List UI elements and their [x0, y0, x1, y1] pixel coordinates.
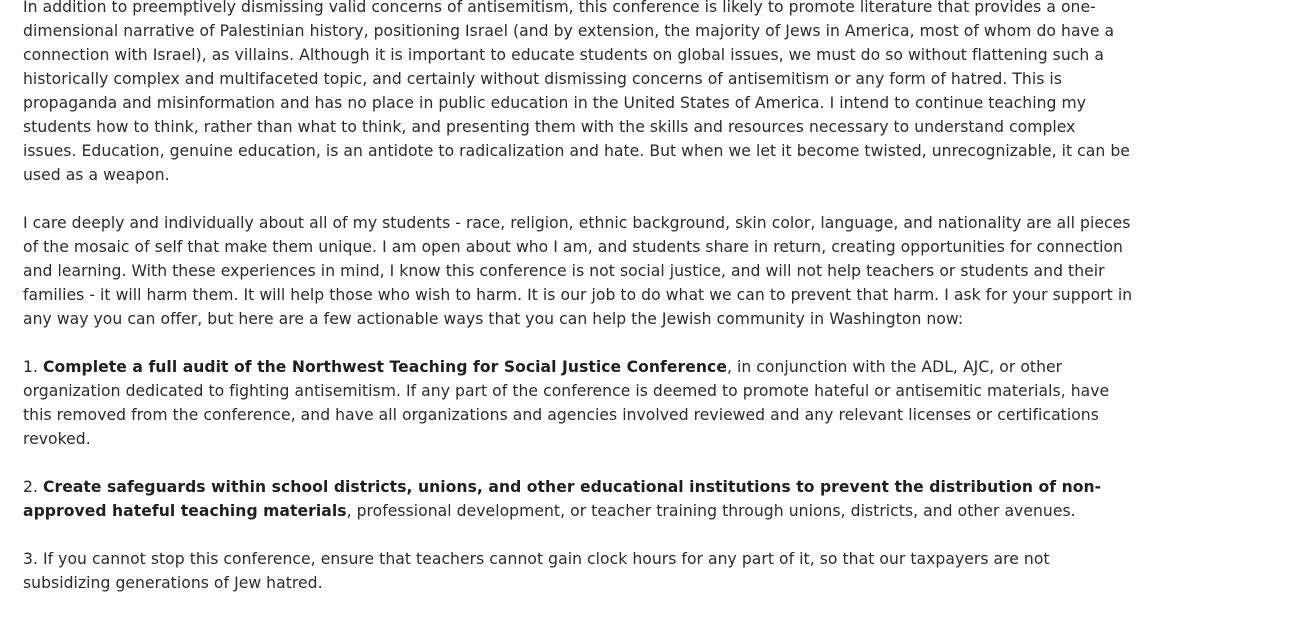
action-item-2-number: 2. — [23, 478, 43, 496]
action-item-1-heading: Complete a full audit of the Northwest Teaching for Social Justice Conference — [43, 358, 727, 376]
action-item-3: 3. If you cannot stop this conference, ensure that teachers cannot gain clock hours for any part of it, so that our taxpayers are not subsidizing generations of Jew hatred. — [23, 550, 1050, 592]
action-item-2 — [23, 475, 1133, 523]
action-item-2-heading: Create safeguards within school districts, unions, and other educational institutions to prevent the distribution of non-approved hateful teaching materials — [23, 478, 1102, 520]
article-body — [23, 0, 1133, 595]
action-item-1 — [23, 355, 1133, 451]
action-item-1-text: , in conjunction with the ADL, AJC, or other organization dedicated to fighting antisemitism. If any part of the conference is deemed to promote hateful or antisemitic materials, have this removed from the conference, and have all organizations and agencies involved reviewed and any relevant licenses or certifications revoked. — [23, 358, 1110, 448]
action-item-2-text: , professional development, or teacher training through unions, districts, and other avenues. — [346, 502, 1076, 520]
action-item-1-number: 1. — [23, 358, 43, 376]
paragraph-antisemitism-concerns: In addition to preemptively dismissing valid concerns of antisemitism, this conference is likely to promote literature that provides a one-dimensional narrative of Palestinian history, positioning Israel (and by extension, the majority of Jews in America, most of whom do have a connection with Israel), as villains. Although it is important to educate students on global issues, we must do so without flattening such a historically complex and multifaceted topic, and certainly without dismissing concerns of antisemitism or any form of hatred. This is propaganda and misinformation and has no place in public education in the United States of America. I intend to continue teaching my students how to think, rather than what to think, and presenting them with the skills and resources necessary to understand complex issues. Education, genuine education, is an antidote to radicalization and hate. But when we let it become twisted, unrecognizable, it can be used as a weapon. — [23, 0, 1130, 184]
paragraph-care-for-students: I care deeply and individually about all of my students - race, religion, ethnic background, skin color, language, and nationality are all pieces of the mosaic of self that make them unique. I am open about who I am, and students share in return, creating opportunities for connection and learning. With these experiences in mind, I know this conference is not social justice, and will not help teachers or students and their families - it will harm them. It will help those who wish to harm. It is our job to do what we can to prevent that harm. I ask for your support in any way you can offer, but here are a few actionable ways that you can help the Jewish community in Washington now: — [23, 214, 1133, 328]
